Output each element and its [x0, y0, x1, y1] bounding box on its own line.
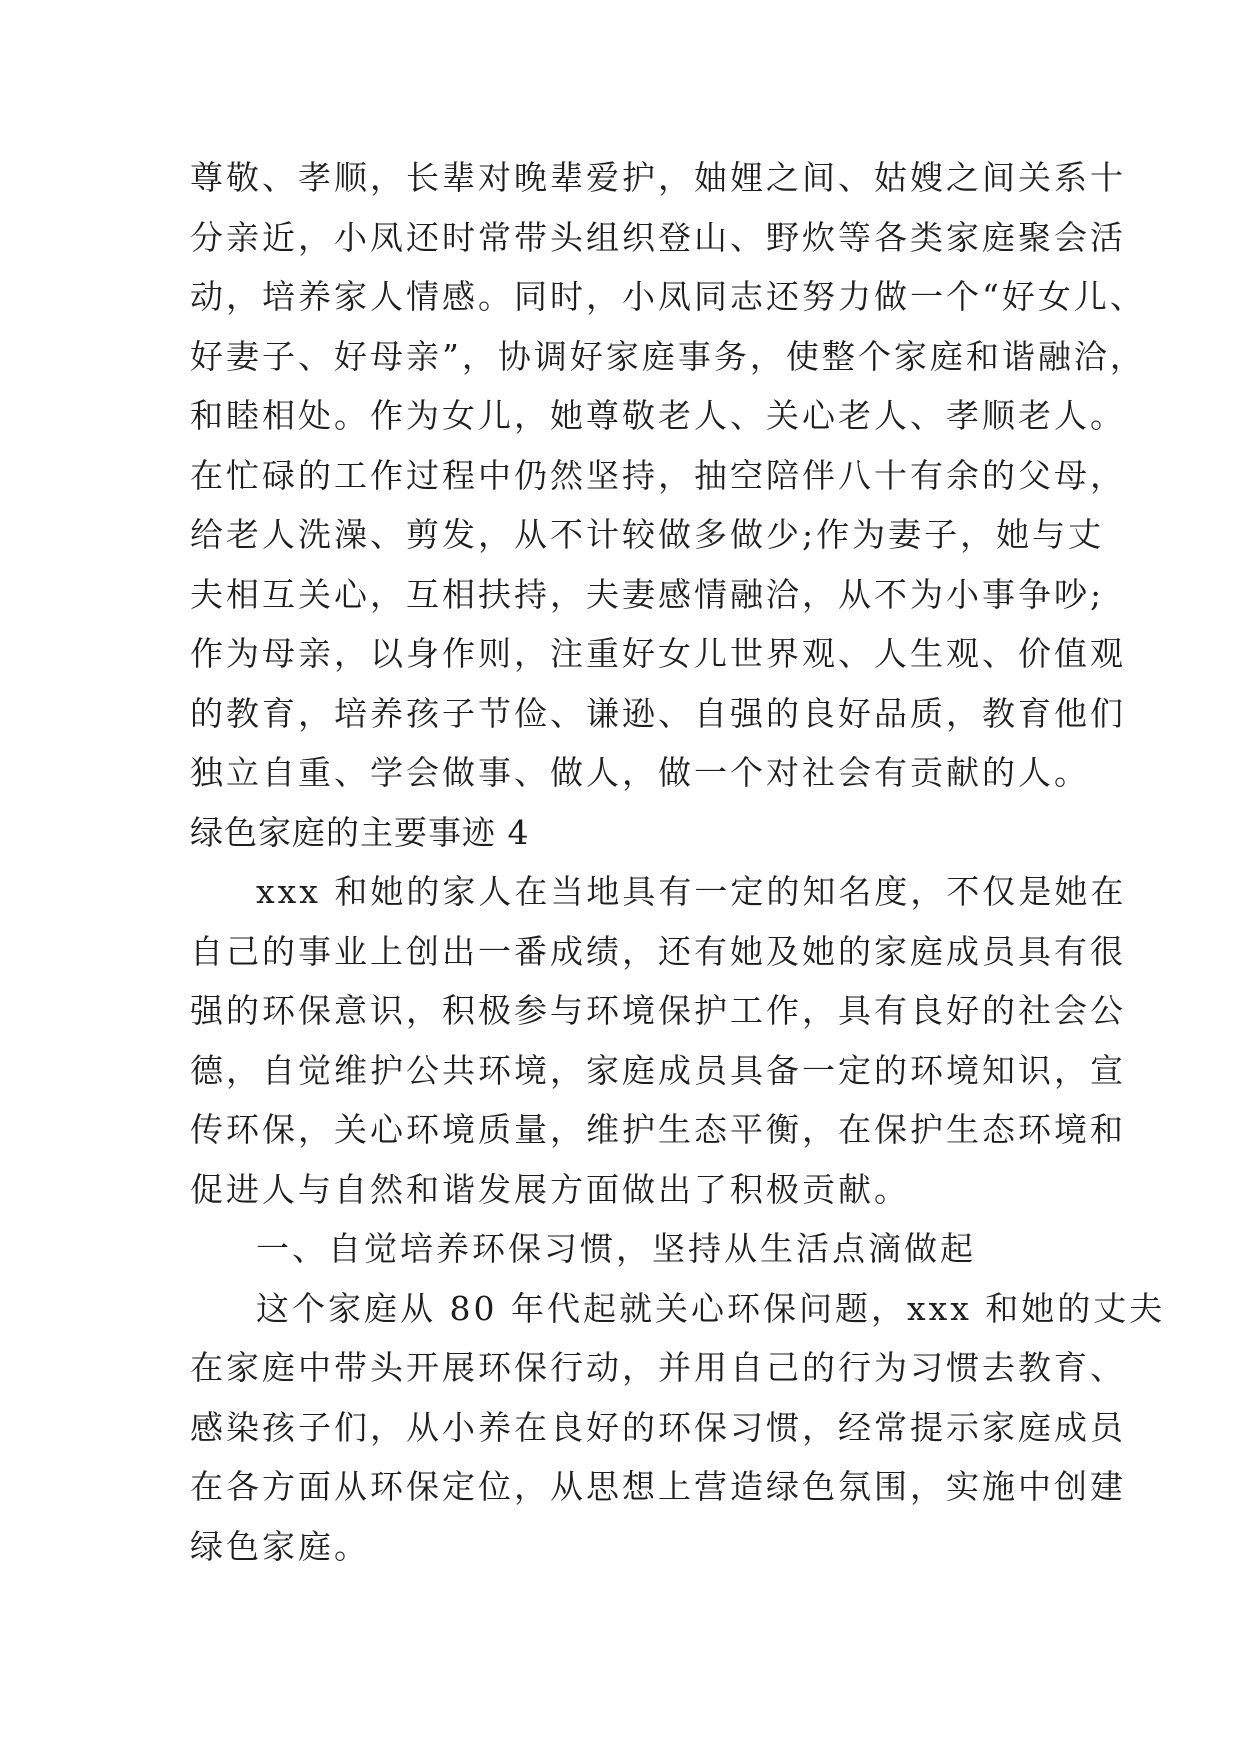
section-title: 绿色家庭的主要事迹 4 [190, 812, 530, 852]
text-line: 传环保，关心环境质量，维护生态平衡，在保护生态环境和 [190, 1110, 1126, 1149]
paragraph-family-relations [190, 148, 1146, 803]
text-line: 自己的事业上创出一番成绩，还有她及她的家庭成员具有很 [190, 931, 1126, 971]
text-line: 好妻子、好母亲”，协调好家庭事务，使整个家庭和谐融洽， [190, 336, 1146, 376]
text-line: 在忙碌的工作过程中仍然坚持，抽空陪伴八十有余的父母， [190, 455, 1126, 495]
text-line: 动，培养家人情感。同时，小凤同志还努力做一个“好女儿、 [190, 277, 1146, 316]
text-line: 促进人与自然和谐发展方面做出了积极贡献。 [190, 1169, 910, 1209]
text-line: 在各方面从环保定位，从思想上营造绿色氛围，实施中创建 [190, 1467, 1126, 1506]
text-line: 分亲近，小凤还时常带头组织登山、野炊等各类家庭聚会活 [190, 217, 1126, 257]
text-line: 作为母亲，以身作则，注重好女儿世界观、人生观、价值观 [190, 634, 1126, 673]
subheading: 一、自觉培养环保习惯，坚持从生活点滴做起 [256, 1229, 976, 1268]
text-line: 在家庭中带头开展环保行动，并用自己的行为习惯去教育、 [190, 1348, 1126, 1387]
text-line: 的教育，培养孩子节俭、谦逊、自强的良好品质，教育他们 [190, 693, 1126, 733]
text-line: 这个家庭从 80 年代起就关心环保问题，xxx 和她的丈夫 [256, 1288, 1166, 1328]
paragraph-environmental-habits [190, 1279, 1166, 1577]
text-line: 绿色家庭。 [190, 1526, 370, 1566]
text-line: 感染孩子们，从小养在良好的环保习惯，经常提示家庭成员 [190, 1407, 1126, 1447]
text-line: 夫相互关心，互相扶持，夫妻感情融洽，从不为小事争吵; [190, 574, 1105, 614]
text-line: 德，自觉维护公共环境，家庭成员具备一定的环境知识，宣 [190, 1050, 1126, 1090]
text-line: 和睦相处。作为女儿，她尊敬老人、关心老人、孝顺老人。 [190, 396, 1126, 435]
paragraph-green-family-intro [190, 862, 1127, 1219]
text-line: 强的环保意识，积极参与环境保护工作，具有良好的社会公 [190, 991, 1126, 1030]
text-line: 给老人洗澡、剪发，从不计较做多做少;作为妻子，她与丈 [190, 515, 1105, 554]
text-line: 独立自重、学会做事、做人，做一个对社会有贡献的人。 [190, 753, 1090, 792]
text-line: xxx 和她的家人在当地具有一定的知名度，不仅是她在 [256, 872, 1127, 911]
document-body [190, 148, 1166, 1576]
text-line: 尊敬、孝顺，长辈对晚辈爱护，妯娌之间、姑嫂之间关系十 [190, 158, 1126, 197]
